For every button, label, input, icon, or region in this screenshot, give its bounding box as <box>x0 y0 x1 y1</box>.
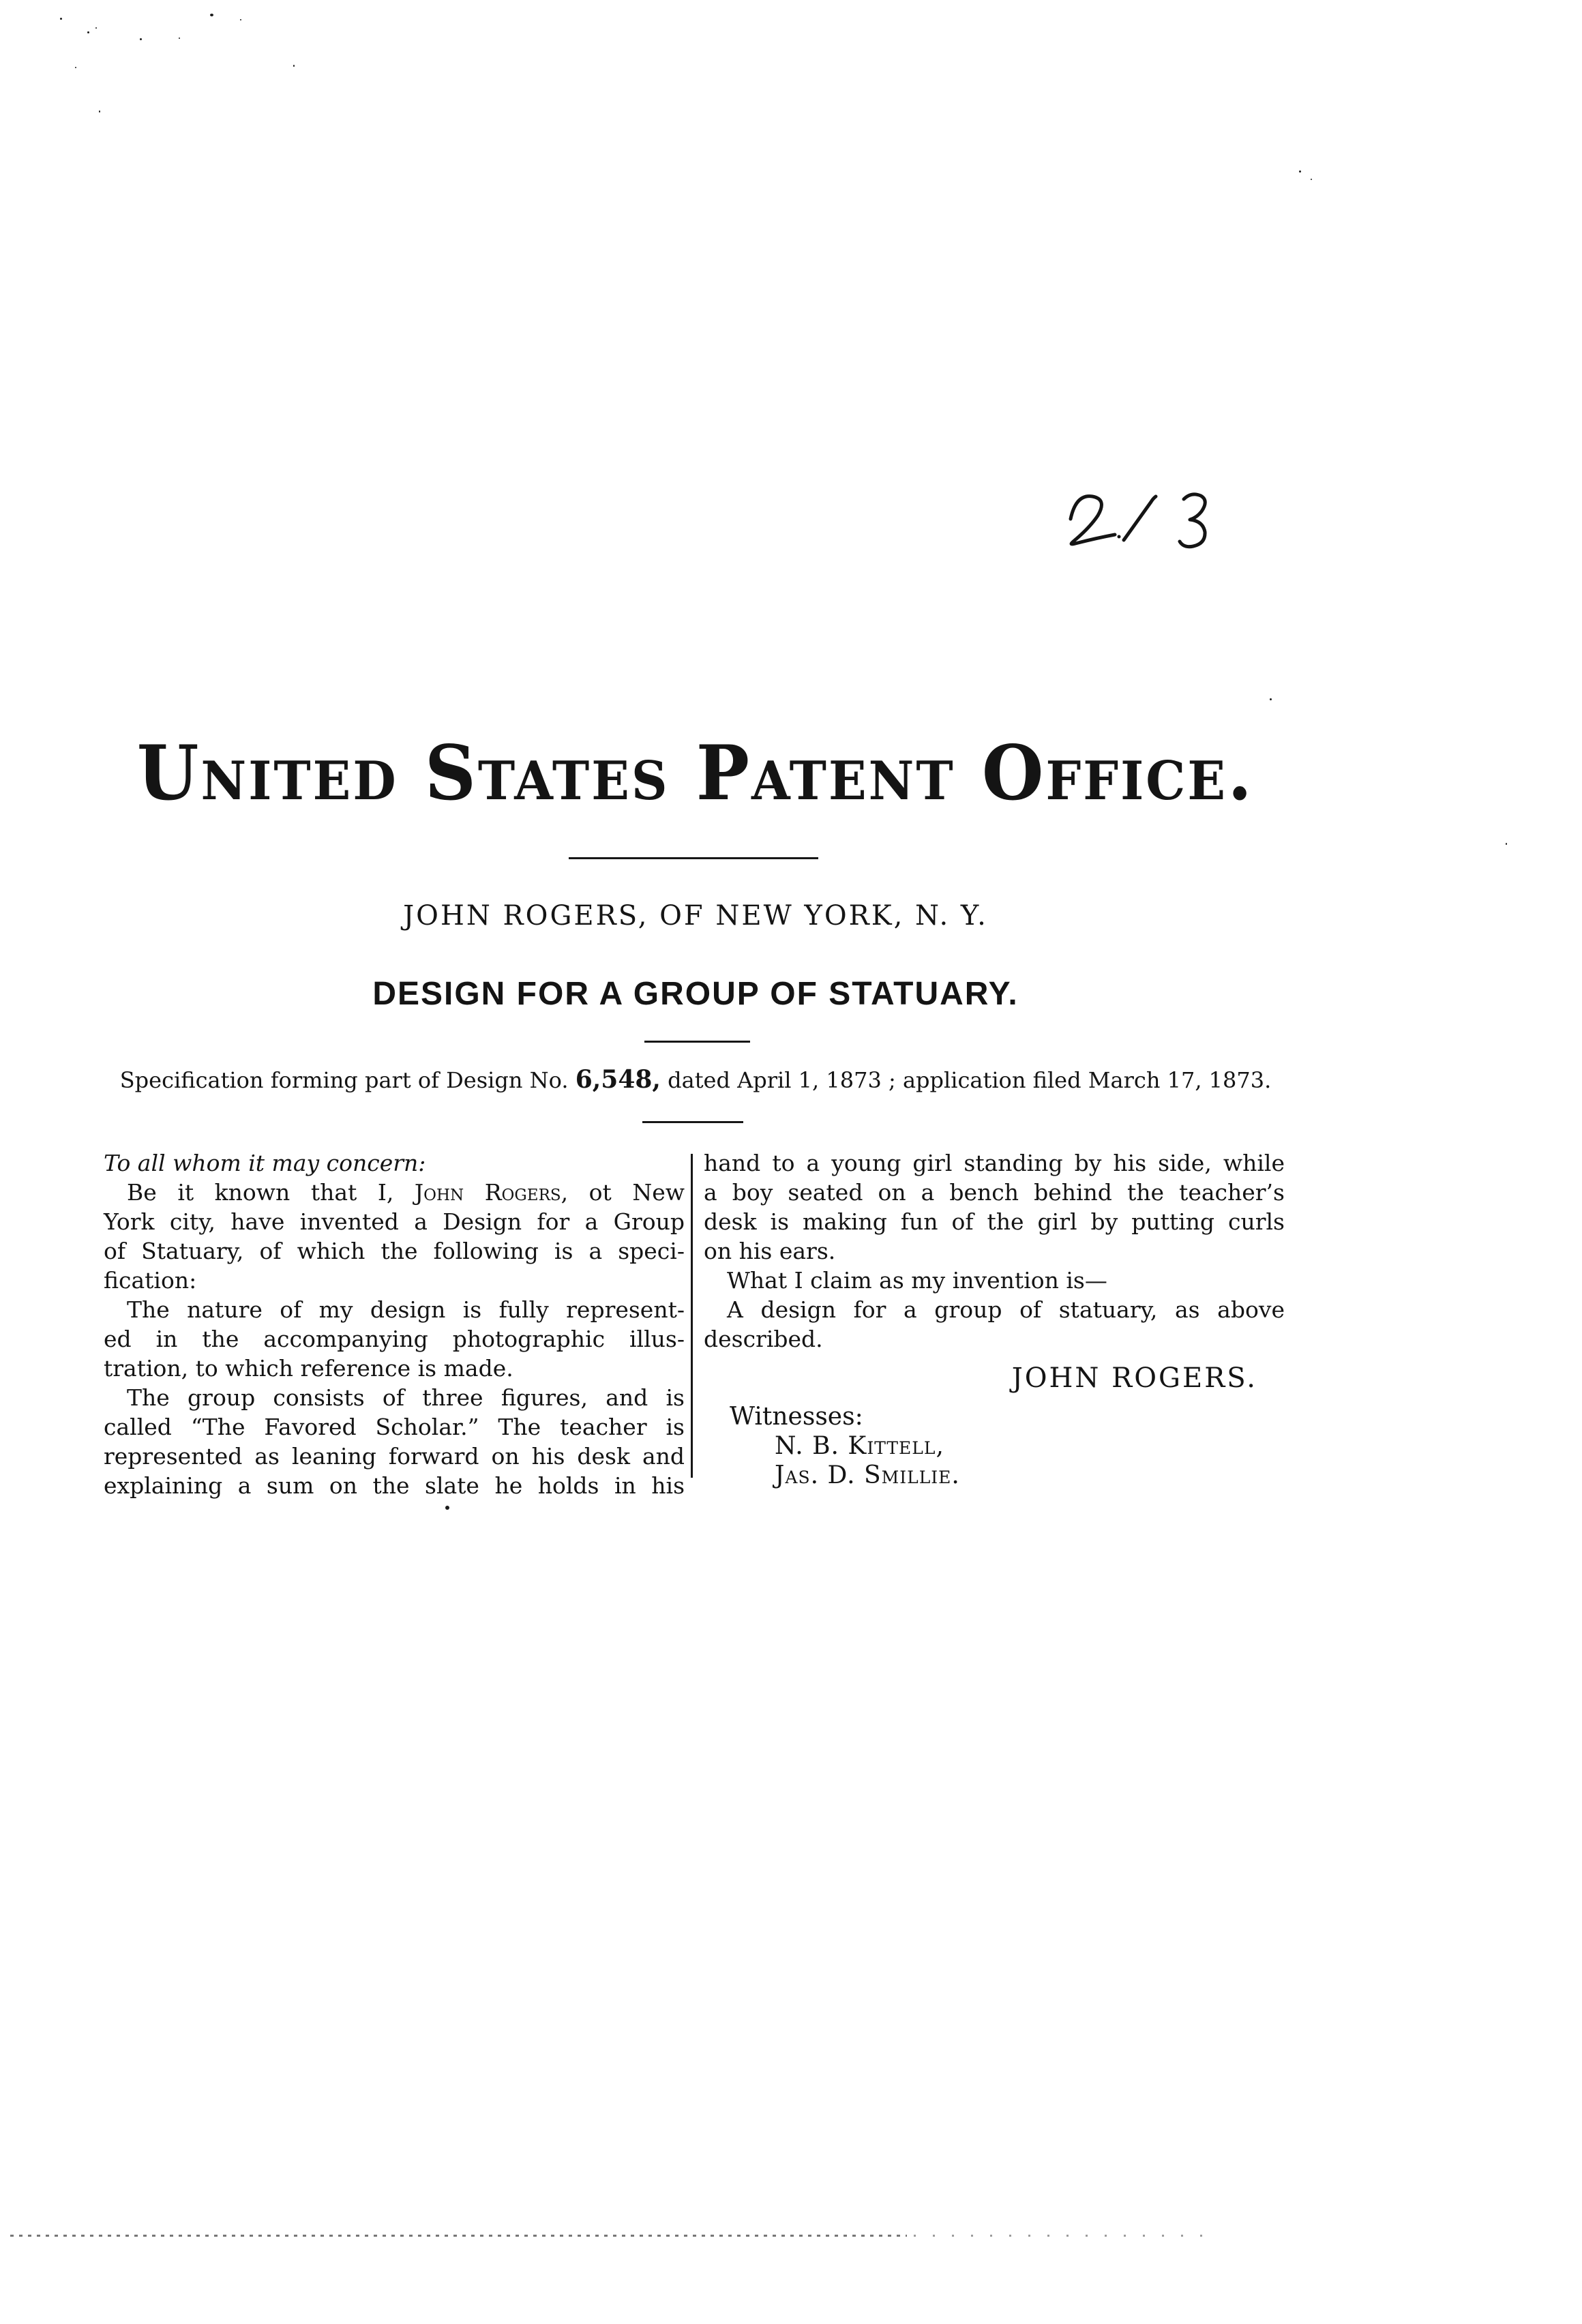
scan-speck <box>87 31 89 33</box>
scan-speck <box>60 18 62 20</box>
scan-speck <box>179 38 180 39</box>
heading-divider-rule <box>644 1041 750 1043</box>
handwritten-page-number <box>1050 481 1241 563</box>
scan-speck <box>445 1506 449 1510</box>
spec-suffix: dated April 1, 1873 ; application filed March 17, 1873. <box>660 1067 1272 1093</box>
text-line: described. <box>704 1326 823 1352</box>
text-line: tration, to which reference is made. <box>104 1355 513 1382</box>
right-column <box>704 1148 1285 1354</box>
text-line: desk is making fun of the girl by putting curls <box>704 1208 1285 1235</box>
column-divider-rule <box>691 1154 693 1478</box>
scan-speck <box>210 14 213 16</box>
spec-prefix: Specification forming part of Design No. <box>119 1067 576 1093</box>
page-edge-dashed-line <box>10 2235 907 2237</box>
text-line: explaining a sum on the slate he holds in his <box>104 1472 685 1499</box>
scan-speck <box>1299 170 1301 173</box>
text-line: Be it known that I, John Rogers, ot New <box>127 1179 685 1206</box>
text-line: hand to a young girl standing by his side, while <box>704 1150 1285 1176</box>
left-column <box>104 1148 685 1500</box>
scan-speck <box>293 65 295 67</box>
text-line: A design for a group of statuary, as above <box>727 1296 1285 1323</box>
scan-speck <box>75 67 76 68</box>
text-line: The nature of my design is fully represent- <box>127 1296 685 1323</box>
scan-speck <box>1311 179 1312 180</box>
scan-speck <box>95 27 97 29</box>
patent-office-title: United States Patent Office. <box>136 728 1255 818</box>
text-line: fication: <box>104 1267 197 1294</box>
scan-speck <box>140 38 142 40</box>
witnesses-block <box>730 1402 1207 1490</box>
text-line: Witnesses: <box>730 1403 863 1431</box>
spec-divider-rule <box>642 1121 743 1123</box>
text-line: York city, have invented a Design for a Group <box>104 1208 685 1235</box>
scan-speck <box>99 110 100 113</box>
text-line: What I claim as my invention is— <box>727 1267 1107 1294</box>
text-line: called “The Favored Scholar.” The teacher is <box>104 1414 685 1440</box>
specification-line <box>102 1065 1289 1094</box>
invention-title: DESIGN FOR A GROUP OF STATUARY. <box>372 976 1019 1012</box>
page-edge-dashed-line <box>914 2235 1207 2237</box>
text-line: To all whom it may concern: <box>104 1150 426 1176</box>
patentee-line: JOHN ROGERS, OF NEW YORK, N. Y. <box>403 900 988 932</box>
scan-speck <box>1506 843 1507 845</box>
design-number: 6,548, <box>575 1065 661 1094</box>
text-line: The group consists of three figures, and is <box>127 1384 685 1411</box>
text-line: represented as leaning forward on his desk and <box>104 1443 685 1470</box>
text-line: Jas. D. Smillie. <box>775 1461 960 1489</box>
text-line: a boy seated on a bench behind the teacher’s <box>704 1179 1285 1206</box>
text-line: ed in the accompanying photographic illus- <box>104 1326 685 1352</box>
scan-speck <box>240 19 241 20</box>
text-line: N. B. Kittell, <box>775 1432 944 1460</box>
title-divider-rule <box>569 857 818 859</box>
signature: JOHN ROGERS. <box>1011 1362 1257 1394</box>
text-line: on his ears. <box>704 1238 836 1264</box>
text-line: of Statuary, of which the following is a speci- <box>104 1238 685 1264</box>
scan-speck <box>1270 698 1272 700</box>
